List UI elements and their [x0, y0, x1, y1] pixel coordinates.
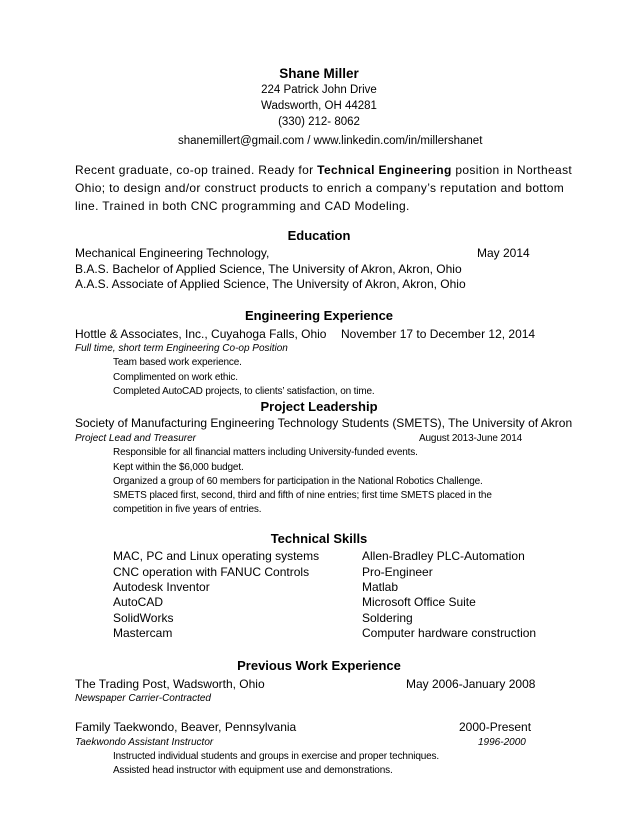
candidate-name: Shane Miller: [279, 66, 359, 81]
job1-company: The Trading Post, Wadsworth, Ohio: [75, 677, 265, 691]
skill-item: Pro-Engineer: [362, 565, 433, 579]
previous-heading: Previous Work Experience: [237, 658, 401, 673]
street-address: 224 Patrick John Drive: [261, 84, 377, 96]
leadership-role: Project Lead and Treasurer: [75, 433, 196, 444]
job2-role: Taekwondo Assistant Instructor: [75, 737, 214, 748]
job1-role: Newspaper Carrier-Contracted: [75, 693, 211, 704]
skill-item: Soldering: [362, 611, 413, 625]
leadership-bullet: Kept within the $6,000 budget.: [113, 462, 244, 473]
summary-line-2: Ohio; to design and/or construct products to enrich a company’s reputation and bottom: [75, 181, 565, 195]
skills-heading: Technical Skills: [270, 531, 368, 546]
job2-role-date: 1996-2000: [478, 737, 526, 748]
summary-line-1: [75, 163, 572, 177]
job1-date: May 2006-January 2008: [406, 677, 536, 691]
engineering-heading: Engineering Experience: [244, 308, 394, 323]
job2-company: Family Taekwondo, Beaver, Pennsylvania: [75, 720, 297, 734]
contact-line: shanemillert@gmail.com / www.linkedin.com/in/millershanet: [178, 135, 483, 147]
engineering-date: November 17 to December 12, 2014: [341, 327, 536, 341]
engineering-bullet: Team based work experience.: [113, 357, 242, 368]
leadership-heading: Project Leadership: [260, 399, 378, 414]
leadership-date: August 2013-June 2014: [419, 433, 523, 444]
leadership-bullet: Responsible for all financial matters including University-funded events.: [113, 447, 418, 458]
skill-item: MAC, PC and Linux operating systems: [113, 549, 320, 563]
skill-item: Microsoft Office Suite: [362, 595, 476, 609]
summary-target-role: Technical Engineering: [317, 163, 452, 177]
skill-item: CNC operation with FANUC Controls: [113, 565, 310, 579]
skill-item: Computer hardware construction: [362, 626, 537, 640]
summary-text: Recent graduate, co-op trained. Ready for: [75, 163, 318, 177]
skill-item: Mastercam: [113, 626, 173, 640]
skill-item: Allen-Bradley PLC-Automation: [362, 549, 525, 563]
job2-bullet: Assisted head instructor with equipment use and demonstrations.: [113, 765, 393, 776]
summary-line-3: line. Trained in both CNC programming and CAD Modeling.: [75, 199, 410, 213]
skill-item: AutoCAD: [113, 595, 164, 609]
skill-item: SolidWorks: [113, 611, 174, 625]
education-degree-aas: A.A.S. Associate of Applied Science, The University of Akron, Akron, Ohio: [75, 277, 466, 291]
job2-bullet: Instructed individual students and groups in exercise and proper techniques.: [113, 751, 440, 762]
skill-item: Matlab: [362, 580, 399, 594]
education-date: May 2014: [477, 246, 530, 260]
job2-date: 2000-Present: [459, 720, 532, 734]
leadership-org: Society of Manufacturing Engineering Technology Students (SMETS), The University of Akron: [75, 416, 573, 430]
engineering-role: Full time, short term Engineering Co-op Position: [75, 343, 288, 354]
summary-text: position in Northeast: [451, 163, 573, 177]
city-state-zip: Wadsworth, OH 44281: [261, 100, 377, 112]
leadership-bullet: SMETS placed first, second, third and fifth of nine entries; first time SMETS placed in the: [113, 490, 492, 501]
engineering-company: Hottle & Associates, Inc., Cuyahoga Falls, Ohio: [75, 327, 327, 341]
leadership-bullet: competition in five years of entries.: [113, 504, 262, 515]
engineering-bullet: Completed AutoCAD projects, to clients’ satisfaction, on time.: [113, 386, 375, 397]
education-degree-bas: B.A.S. Bachelor of Applied Science, The University of Akron, Akron, Ohio: [75, 262, 462, 276]
education-field: Mechanical Engineering Technology,: [75, 246, 270, 260]
education-heading: Education: [287, 228, 351, 243]
leadership-bullet: Organized a group of 60 members for participation in the National Robotics Challenge.: [113, 476, 483, 487]
skill-item: Autodesk Inventor: [113, 580, 210, 594]
phone-number: (330) 212- 8062: [278, 116, 360, 128]
engineering-bullet: Complimented on work ethic.: [113, 372, 238, 383]
